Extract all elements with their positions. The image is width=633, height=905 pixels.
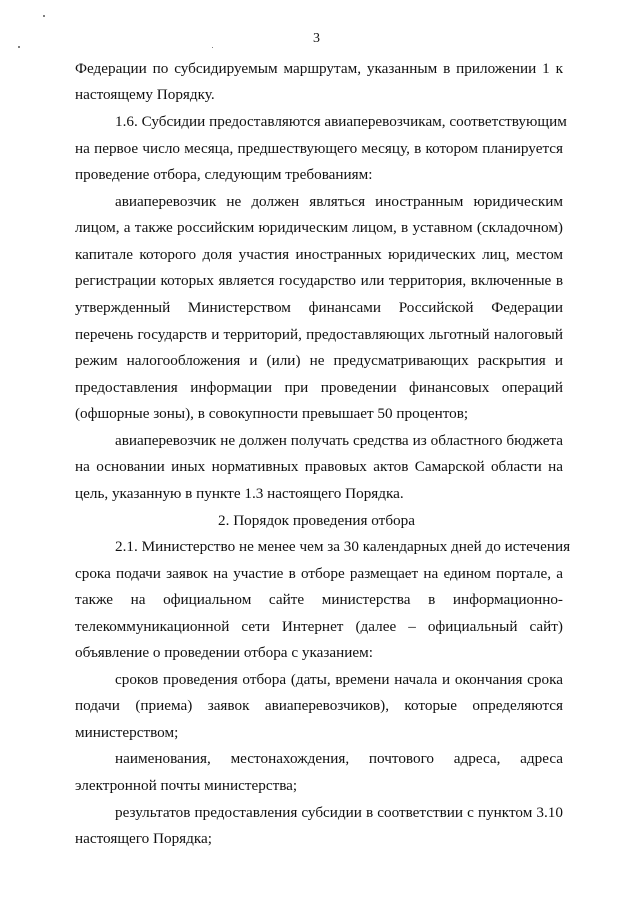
text-line: Федерации по субсидируемым маршрутам, указанным в приложении 1 к xyxy=(75,60,563,77)
text-line: авиаперевозчик не должен получать средства из областного бюджета xyxy=(115,432,563,449)
text-line: настоящего Порядка; xyxy=(75,830,212,847)
text-line: лицом, а также российским юридическим лицом, в уставном (складочном) xyxy=(75,219,563,236)
text-line: регистрации которых является государство или территория, включенные в xyxy=(75,272,563,289)
text-line: капитале которого доля участия иностранных юридических лиц, местом xyxy=(75,246,563,263)
text-line: наименования, местонахождения, почтового адреса, адреса xyxy=(115,750,563,767)
scan-speck xyxy=(43,15,45,17)
text-line: перечень государств и территорий, предоставляющих льготный налоговый xyxy=(75,326,563,343)
text-line: срока подачи заявок на участие в отборе размещает на едином портале, а xyxy=(75,565,563,582)
text-line: настоящему Порядку. xyxy=(75,86,215,103)
text-line: электронной почты министерства; xyxy=(75,777,298,794)
text-line: предоставления информации при проведении финансовых операций xyxy=(75,379,563,396)
text-line: (офшорные зоны), в совокупности превышает 50 процентов; xyxy=(75,405,469,422)
text-line: 2.1. Министерство не менее чем за 30 календарных дней до истечения xyxy=(115,538,571,555)
text-line: на основании иных нормативных правовых актов Самарской области на xyxy=(75,458,563,475)
text-line: авиаперевозчик не должен являться иностранным юридическим xyxy=(115,193,563,210)
text-line: объявление о проведении отбора с указанием: xyxy=(75,644,373,661)
scan-speck xyxy=(212,47,213,48)
text-line: телекоммуникационной сети Интернет (далее – официальный сайт) xyxy=(75,618,563,635)
text-line: результатов предоставления субсидии в соответствии с пунктом 3.10 xyxy=(115,804,563,821)
text-line: также на официальном сайте министерства в информационно- xyxy=(75,591,563,608)
text-line: цель, указанную в пункте 1.3 настоящего Порядка. xyxy=(75,485,404,502)
section-heading: 2. Порядок проведения отбора xyxy=(218,512,415,529)
text-line: сроков проведения отбора (даты, времени начала и окончания срока xyxy=(115,671,563,688)
text-line: утвержденный Министерством финансами Российской Федерации xyxy=(75,299,563,316)
text-line: проведение отбора, следующим требованиям: xyxy=(75,166,373,183)
text-line: подачи (приема) заявок авиаперевозчиков), которые определяются xyxy=(75,697,563,714)
page-number: 3 xyxy=(313,31,320,46)
text-line: 1.6. Субсидии предоставляются авиаперевозчикам, соответствующим xyxy=(115,113,567,130)
text-line: режим налогообложения и (или) не предусматривающих раскрытия и xyxy=(75,352,563,369)
text-line: министерством; xyxy=(75,724,179,741)
text-line: на первое число месяца, предшествующего месяцу, в котором планируется xyxy=(75,140,563,157)
